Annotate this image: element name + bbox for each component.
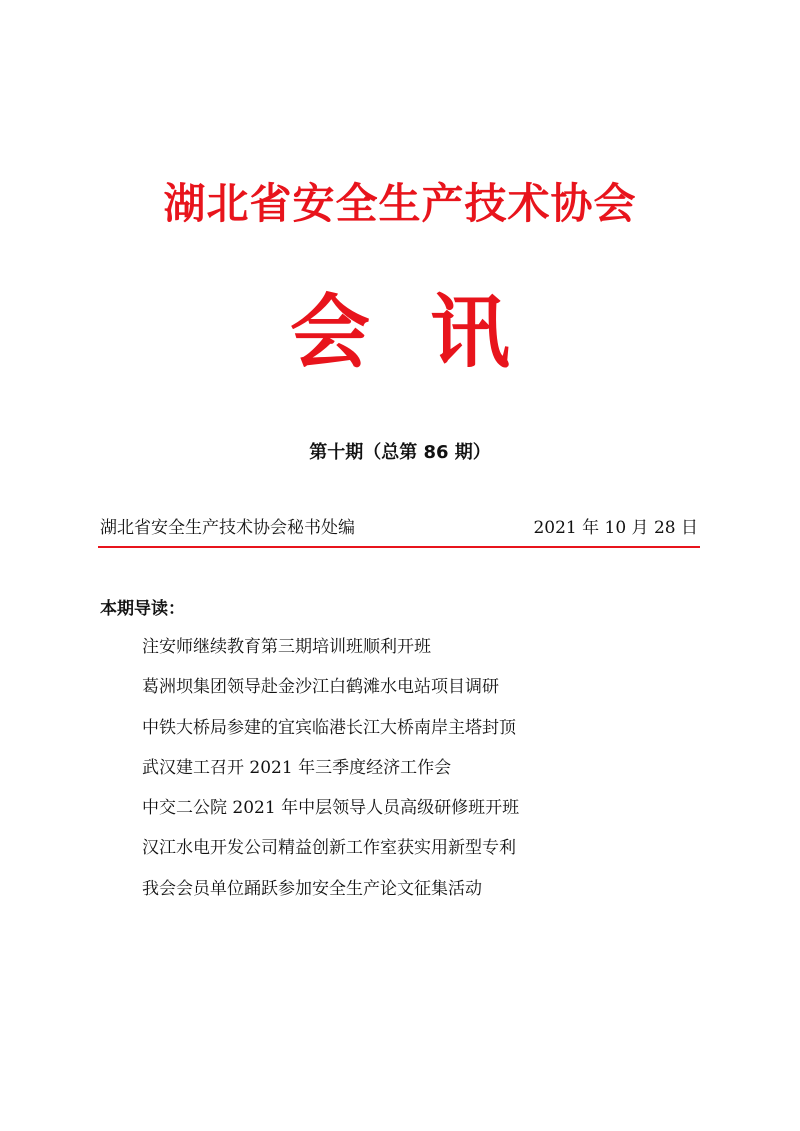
- toc-list: [142, 634, 702, 916]
- toc-heading: 本期导读：: [100, 599, 185, 619]
- meta-row: [100, 510, 698, 540]
- editor-line: 湖北省安全生产技术协会秘书处编: [100, 517, 355, 538]
- toc-item[interactable]: 我会会员单位踊跃参加安全生产论文征集活动: [142, 878, 482, 899]
- toc-item[interactable]: 武汉建工召开 2021 年三季度经济工作会: [142, 757, 452, 778]
- issue-number: 第十期（总第 86 期）: [309, 442, 491, 463]
- document-type-title: 会讯: [290, 286, 570, 379]
- toc-item[interactable]: 汉江水电开发公司精益创新工作室获实用新型专利: [142, 838, 516, 859]
- toc-item[interactable]: 注安师继续教育第三期培训班顺利开班: [142, 637, 431, 657]
- toc-item[interactable]: 葛洲坝集团领导赴金沙江白鹤滩水电站项目调研: [142, 677, 499, 698]
- toc-item[interactable]: 中铁大桥局参建的宜宾临港长江大桥南岸主塔封顶: [142, 717, 516, 738]
- issue-date: 2021 年 10 月 28 日: [533, 517, 698, 538]
- red-divider: [98, 546, 700, 548]
- organization-title: 湖北省安全生产技术协会: [163, 179, 637, 228]
- toc-item[interactable]: 中交二公院 2021 年中层领导人员高级研修班开班: [142, 798, 520, 819]
